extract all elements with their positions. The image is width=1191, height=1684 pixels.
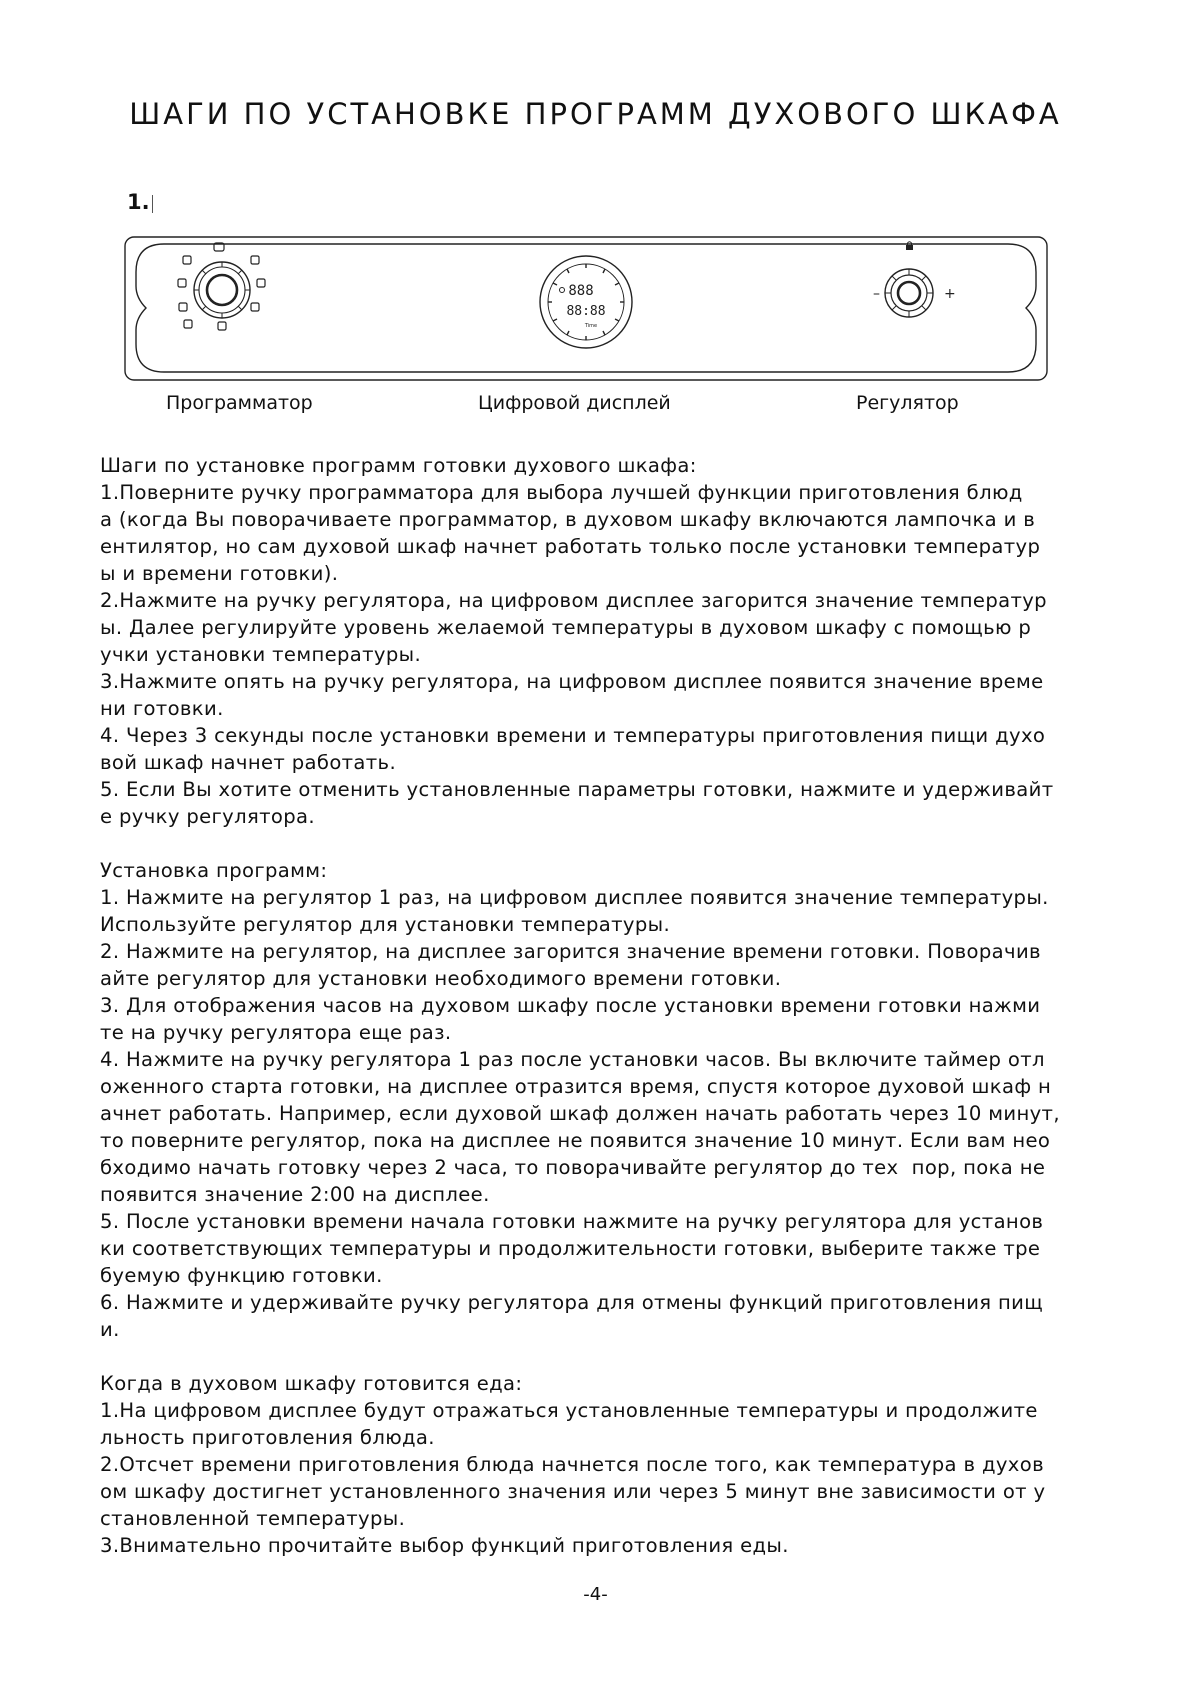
regulator-plus-sign: + <box>944 286 956 302</box>
text-line: вой шкаф начнет работать. <box>100 751 397 774</box>
display-indicator-icon <box>560 288 565 293</box>
programmer-label: Программатор <box>166 392 313 414</box>
lock-icon <box>906 242 913 250</box>
text-line: 1.На цифровом дисплее будут отражаться установленные температуры и продолжите <box>100 1399 1038 1422</box>
text-line: 1.Поверните ручку программатора для выбора лучшей функции приготовления блюд <box>100 481 1023 504</box>
page-number: -4- <box>583 1584 608 1605</box>
text-line: льность приготовления блюда. <box>100 1426 435 1449</box>
text-line: ы и времени готовки). <box>100 562 339 585</box>
text-line: 3. Для отображения часов на духовом шкафу после установки времени готовки нажми <box>100 994 1041 1017</box>
text-line: Когда в духовом шкафу готовится еда: <box>100 1372 523 1395</box>
text-line: 2. Нажмите на регулятор, на дисплее загорится значение времени готовки. Поворачив <box>100 940 1041 963</box>
text-line: и. <box>100 1318 120 1341</box>
section-number: 1. <box>127 190 150 214</box>
text-line: буемую функцию готовки. <box>100 1264 383 1287</box>
paragraph-gap <box>100 830 1100 857</box>
text-line: становленной температуры. <box>100 1507 406 1530</box>
text-line: Установка программ: <box>100 859 328 882</box>
text-line: бходимо начать готовку через 2 часа, то поворачивайте регулятор до тех пор, пока не <box>100 1156 1046 1179</box>
display-time-label: Time <box>584 323 598 329</box>
control-panel-illustration <box>124 236 1048 381</box>
regulator-knob <box>885 269 933 317</box>
display-digits-top: 888 <box>568 283 594 299</box>
text-line: то поверните регулятор, пока на дисплее не появится значение 10 минут. Если вам нео <box>100 1129 1051 1152</box>
text-line: е ручку регулятора. <box>100 805 315 828</box>
mode-icon-lower-left <box>179 303 187 311</box>
text-line: ы. Далее регулируйте уровень желаемой температуры в духовом шкафу с помощью р <box>100 616 1032 639</box>
mode-icon-right <box>257 279 265 287</box>
page-title: ШАГИ ПО УСТАНОВКЕ ПРОГРАММ ДУХОВОГО ШКАФА <box>129 97 1062 131</box>
text-line: ни готовки. <box>100 697 224 720</box>
cooking-program-steps <box>100 452 1100 830</box>
text-line: Используйте регулятор для установки температуры. <box>100 913 671 936</box>
text-line: 1. Нажмите на регулятор 1 раз, на цифровом дисплее появится значение температуры. <box>100 886 1049 909</box>
text-line: те на ручку регулятора еще раз. <box>100 1021 452 1044</box>
section-divider <box>152 195 153 213</box>
text-line: 6. Нажмите и удерживайте ручку регулятора для отмены функций приготовления пищ <box>100 1291 1044 1314</box>
text-line: 4. Через 3 секунды после установки времени и температуры приготовления пищи духо <box>100 724 1046 747</box>
text-line: 5. После установки времени начала готовки нажмите на ручку регулятора для установ <box>100 1210 1044 1233</box>
regulator-label: Регулятор <box>856 392 959 414</box>
text-line: 3.Внимательно прочитайте выбор функций приготовления еды. <box>100 1534 789 1557</box>
paragraph-gap <box>100 1343 1100 1370</box>
digital-display <box>540 256 632 348</box>
text-line: айте регулятор для установки необходимого времени готовки. <box>100 967 782 990</box>
instructions-text <box>100 452 1100 1559</box>
text-line: 2.Отсчет времени приготовления блюда начнется после того, как температура в духов <box>100 1453 1044 1476</box>
text-line: 3.Нажмите опять на ручку регулятора, на цифровом дисплее появится значение време <box>100 670 1044 693</box>
text-line: ачнет работать. Например, если духовой шкаф должен начать работать через 10 минут, <box>100 1102 1060 1125</box>
text-line: 2.Нажмите на ручку регулятора, на цифровом дисплее загорится значение температур <box>100 589 1047 612</box>
mode-icon-bottom-left <box>184 320 192 328</box>
mode-icon-left <box>178 279 186 287</box>
regulator-minus-sign: – <box>873 286 880 302</box>
display-digits-bottom: 88:88 <box>566 304 606 319</box>
text-line: оженного старта готовки, на дисплее отразится время, спустя которое духовой шкаф н <box>100 1075 1052 1098</box>
text-line: ки соответствующих температуры и продолжительности готовки, выберите также тре <box>100 1237 1041 1260</box>
during-cooking-notes <box>100 1370 1100 1559</box>
mode-icon-upper-left <box>183 256 191 264</box>
mode-icon-upper-right <box>251 256 259 264</box>
text-line: а (когда Вы поворачиваете программатор, в духовом шкафу включаются лампочка и в <box>100 508 1036 531</box>
display-label: Цифровой дисплей <box>478 392 671 414</box>
text-line: появится значение 2:00 на дисплее. <box>100 1183 490 1206</box>
programmer-knob <box>194 262 250 318</box>
text-line: 4. Нажмите на ручку регулятора 1 раз после установки часов. Вы включите таймер отл <box>100 1048 1045 1071</box>
text-line: ом шкафу достигнет установленного значения или через 5 минут вне зависимости от у <box>100 1480 1046 1503</box>
mode-icon-lower-right <box>251 303 259 311</box>
text-line: 5. Если Вы хотите отменить установленные параметры готовки, нажмите и удерживайт <box>100 778 1054 801</box>
text-line: Шаги по установке программ готовки духового шкафа: <box>100 454 697 477</box>
mode-icon-bottom <box>218 322 226 330</box>
program-setup-steps <box>100 857 1100 1343</box>
text-line: ентилятор, но сам духовой шкаф начнет работать только после установки температур <box>100 535 1041 558</box>
text-line: учки установки температуры. <box>100 643 422 666</box>
